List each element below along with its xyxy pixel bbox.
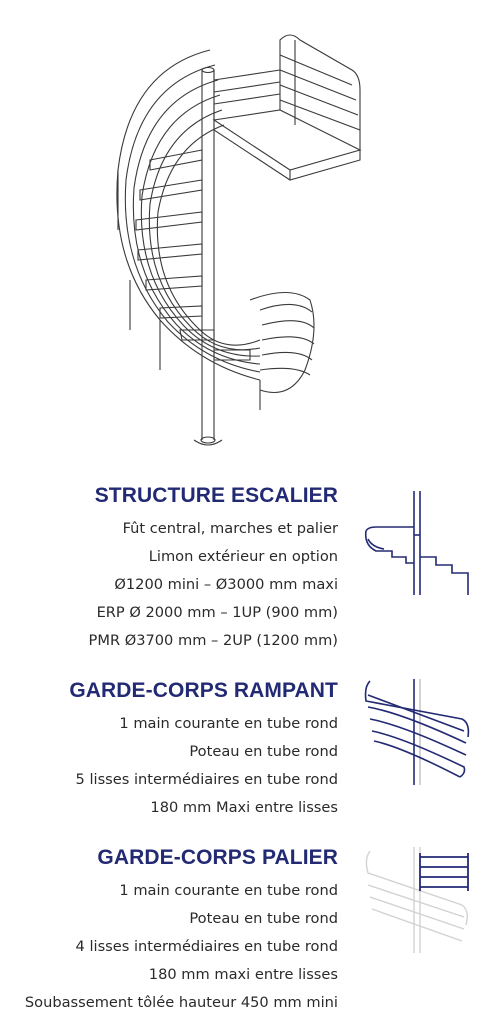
rampant-line: 180 mm Maxi entre lisses <box>150 799 338 816</box>
structure-line: PMR Ø3700 mm – 2UP (1200 mm) <box>88 632 338 649</box>
structure-diagram-icon <box>362 487 474 599</box>
structure-line: Limon extérieur en option <box>148 548 338 565</box>
rampant-section <box>0 678 338 822</box>
palier-guardrail-icon <box>362 845 474 957</box>
rampant-title: GARDE-CORPS RAMPANT <box>69 679 338 702</box>
palier-line: 4 lisses intermédiaires en tube rond <box>75 938 338 955</box>
palier-section <box>0 845 338 1017</box>
palier-line: 1 main courante en tube rond <box>119 882 338 899</box>
structure-title: STRUCTURE ESCALIER <box>94 484 338 507</box>
structure-line: Fût central, marches et palier <box>122 520 338 537</box>
structure-line: ERP Ø 2000 mm – 1UP (900 mm) <box>96 604 338 621</box>
palier-title: GARDE-CORPS PALIER <box>97 846 338 869</box>
spiral-staircase-illustration <box>90 30 370 460</box>
rampant-line: 5 lisses intermédiaires en tube rond <box>75 771 338 788</box>
structure-line: Ø1200 mini – Ø3000 mm maxi <box>114 576 338 593</box>
structure-section <box>0 483 338 655</box>
rampant-line: Poteau en tube rond <box>189 743 338 760</box>
palier-line: Soubassement tôlée hauteur 450 mm mini <box>24 994 338 1011</box>
rampant-guardrail-icon <box>362 677 474 789</box>
rampant-line: 1 main courante en tube rond <box>119 715 338 732</box>
palier-line: Poteau en tube rond <box>189 910 338 927</box>
palier-line: 180 mm maxi entre lisses <box>148 966 338 983</box>
